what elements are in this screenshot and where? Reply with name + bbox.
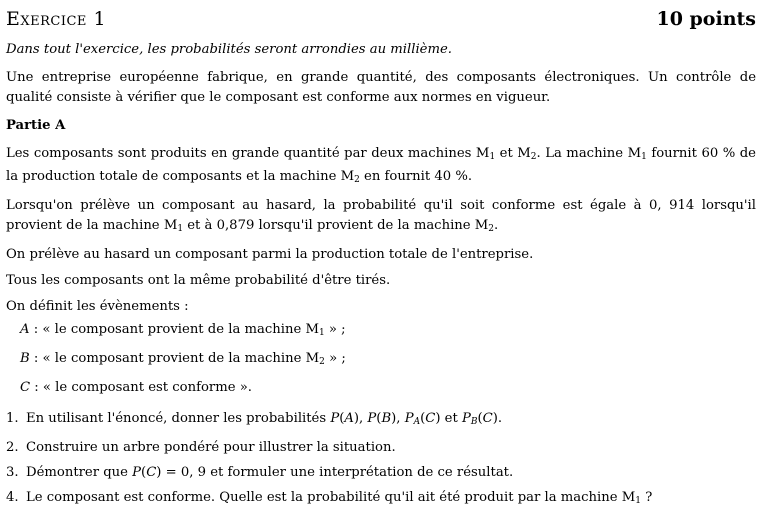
events-list [6,317,756,400]
exercise-points: 10 points [656,8,756,30]
event-b: B : « le composant provient de la machine $M_2$ » ; [20,351,346,367]
paragraph-equiprobable: Tous les composants ont la même probabilité d'être tirés. [6,273,391,288]
event-c: C : « le composant est conforme ». [20,380,252,395]
paragraph-events-intro: On définit les évènements : [6,299,189,314]
event-a: A : « le composant provient de la machine $M_1$ » ; [20,322,346,338]
question-1: 1. En utilisant l'énoncé, donner les probabilités P(A), P(B), $P_A(C)$ et $P_B(C)$. [6,411,503,427]
intro-note: Dans tout l'exercice, les probabilités seront arrondies au millième. [6,42,452,57]
question-4: 4. Le composant est conforme. Quelle est la probabilité qu'il ait été produit par la machine $M_1$ ? [6,490,653,506]
question-3: 3. Démontrer que P(C) = 0, 9 et formuler une interprétation de ce résultat. [6,465,514,480]
paragraph-draw: On prélève au hasard un composant parmi la production totale de l'entreprise. [6,247,534,262]
question-2: 2. Construire un arbre pondéré pour illustrer la situation. [6,440,396,455]
exercise-header [6,0,756,36]
paragraph-machines: Les composants sont produits en grande quantité par deux machines $M_1$ et $M_2$. La machine $M_1$ fournit 60 % de la production totale de composants et la machine $M_2$ en fournit 40 %. [6,146,756,185]
context-paragraph: Une entreprise européenne fabrique, en grande quantité, des composants électroniques. Un contrôle de qualité consiste à vérifier que le composant est conforme aux normes en vigueur. [6,70,756,105]
paragraph-probabilities: Lorsqu'on prélève un composant au hasard, la probabilité qu'il soit conforme est égale à 0, 914 lorsqu'il provient de la machine $M_1$ et à 0,879 lorsqu'il provient de la machine $M_2$. [6,198,756,234]
questions-list [6,406,756,514]
exercise-title: Exercice 1 [6,8,107,30]
part-a-title: Partie A [6,118,66,133]
